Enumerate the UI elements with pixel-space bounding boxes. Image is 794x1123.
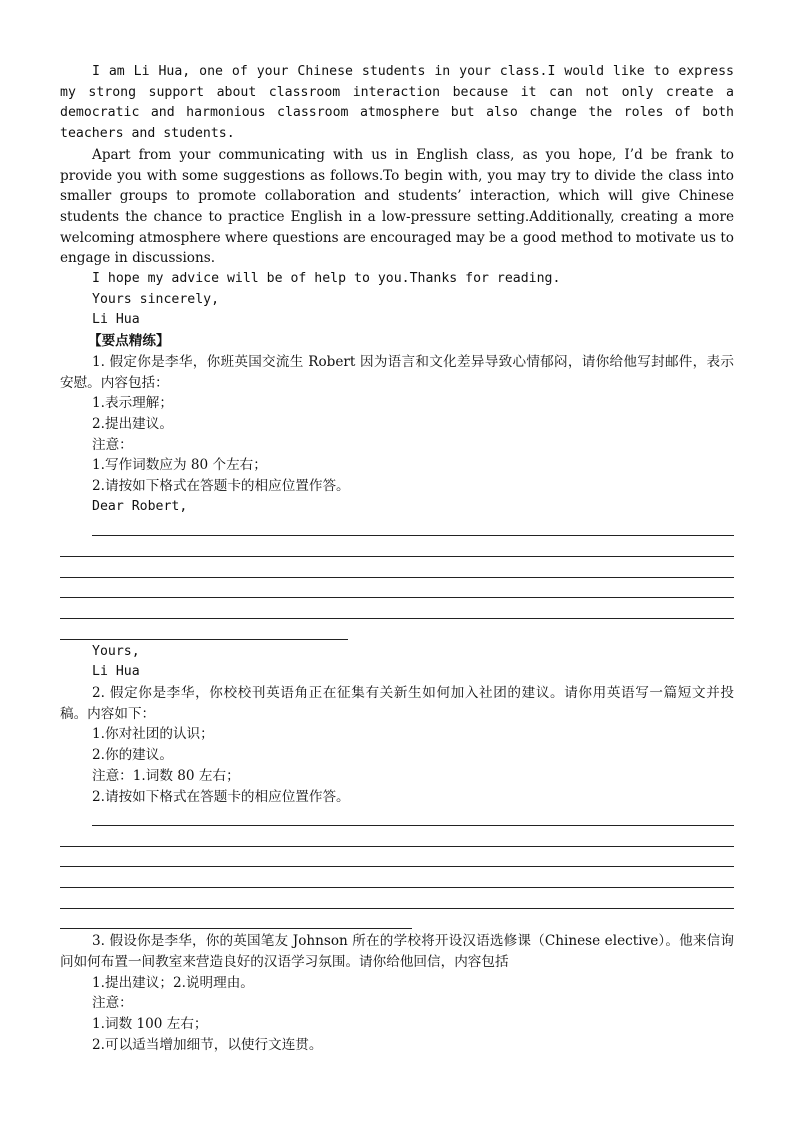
answer-line[interactable] bbox=[60, 849, 734, 870]
letter-paragraph-2: Apart from your communicating with us in English class, as you hope, I’d be frank to provide you with some suggestions as follows.To begin with, you may try to divide the class into smaller groups to promote collaboration and students’ interaction, which will give Chinese students the chance to practice English in a low-pressure setting.Additionally, creating a more welcoming atmosphere where questions are encouraged may be a good method to motivate us to engage in discussions. bbox=[60, 146, 734, 267]
task1-salutation: Dear Robert, bbox=[92, 498, 188, 514]
answer-line[interactable] bbox=[60, 807, 734, 828]
answer-line[interactable] bbox=[60, 580, 734, 601]
answer-line[interactable] bbox=[60, 559, 734, 580]
task1-item: 1.表示理解； bbox=[92, 395, 173, 412]
task2-item: 2.你的建议。 bbox=[92, 747, 173, 764]
task1-answer-area[interactable] bbox=[60, 517, 734, 641]
letter-signature: Li Hua bbox=[92, 312, 140, 328]
task3-note: 1.词数 100 左右； bbox=[92, 1016, 208, 1033]
task3-note: 2.可以适当增加细节，以使行文连贯。 bbox=[92, 1036, 323, 1053]
task2-note: 2.请按如下格式在答题卡的相应位置作答。 bbox=[92, 788, 350, 805]
task2-answer-area[interactable] bbox=[60, 807, 734, 931]
answer-line[interactable] bbox=[60, 890, 734, 911]
task1-item: 2.提出建议。 bbox=[92, 415, 173, 432]
task2-prompt: 2. 假定你是李华，你校校刊英语角正在征集有关新生如何加入社团的建议。请你用英语写一篇短文并投稿。内容如下： bbox=[60, 685, 734, 722]
section-heading: 【要点精练】 bbox=[88, 333, 170, 350]
task1-prompt: 1. 假定你是李华，你班英国交流生 Robert 因为语言和文化差异导致心情郁闷，请你给他写封邮件，表示安慰。内容包括： bbox=[60, 353, 734, 391]
task3-note-label: 注意： bbox=[92, 995, 133, 1012]
answer-line[interactable] bbox=[60, 828, 734, 849]
task3-prompt: 3. 假设你是李华，你的英国笔友 Johnson 所在的学校将开设汉语选修课（Chinese elective）。他来信询问如何布置一间教室来营造良好的汉语学习氛围。请你给他回信，内容包括 bbox=[60, 933, 734, 971]
letter-closing: Yours sincerely, bbox=[92, 291, 220, 307]
answer-line[interactable] bbox=[60, 911, 734, 932]
task1-note: 2.请按如下格式在答题卡的相应位置作答。 bbox=[92, 478, 350, 495]
answer-line[interactable] bbox=[60, 600, 734, 621]
task1-note: 1.写作词数应为 80 个左右； bbox=[92, 457, 267, 474]
task1-signature: Li Hua bbox=[92, 664, 140, 680]
task2-item: 1.你对社团的认识； bbox=[92, 726, 214, 743]
answer-line[interactable] bbox=[60, 621, 734, 642]
answer-line[interactable] bbox=[60, 538, 734, 559]
answer-line[interactable] bbox=[60, 517, 734, 538]
task1-note-label: 注意： bbox=[92, 436, 133, 453]
worksheet-page bbox=[60, 62, 734, 1056]
task3-items: 1.提出建议；2.说明理由。 bbox=[92, 974, 254, 991]
letter-paragraph-3: I hope my advice will be of help to you.Thanks for reading. bbox=[92, 271, 561, 287]
letter-paragraph-1: I am Li Hua, one of your Chinese students in your class.I would like to express my strong support about classroom interaction because it can not only create a democratic and harmonious classroom atmosphere but also change the roles of both teachers and students. bbox=[60, 64, 734, 142]
task2-note: 注意：1.词数 80 左右； bbox=[92, 767, 240, 784]
task1-closing: Yours, bbox=[92, 643, 140, 659]
answer-line[interactable] bbox=[60, 869, 734, 890]
